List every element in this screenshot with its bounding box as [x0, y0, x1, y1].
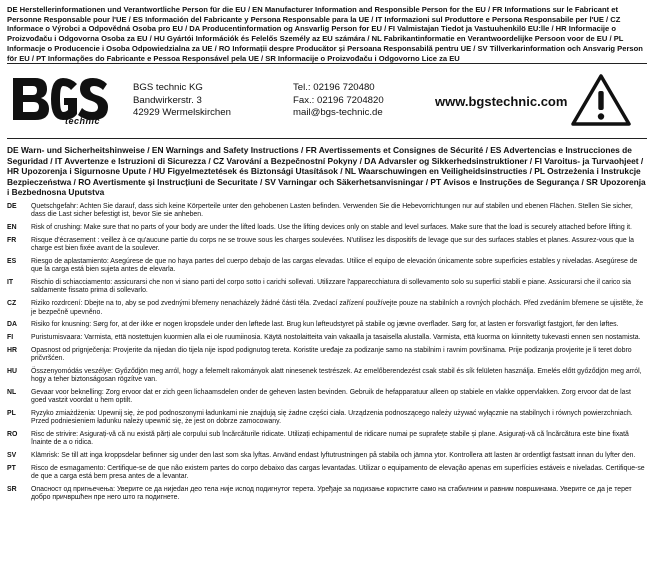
warning-text: Quetschgefahr: Achten Sie darauf, dass sich keine Körperteile unter den gehobenen Lasten befinden. Verwenden Sie die Hebevorrichtungen nur auf stabilen und ebenen Flächen. Stellen Sie sicher, dass die Last sicher befestigt ist, bevor Sie sie anheben.: [31, 202, 633, 219]
warning-text: Опасност од пригњечења: Уверите се да нијedан део тела није испод подигнутог терета. Уређаје за подизање користите само на стабилним и равним површинама. Уверите се да је терет добро причвршћен пре него што га подигнете.: [31, 485, 632, 502]
manufacturer-info-header: DE Herstellerinformationen und Verantwortliche Person für die EU / EN Manufacturer Information and Responsible Person for the EU / FR Informations sur le Fabricant et Personne Responsable pour l'UE / ES Información del Fabricante y Persona Responsable para la UE / IT Informazioni sul Produttore e Persona Responsabile per l'UE / CZ Informace o Výrobci a Odpovědná Osoba pro EU / DA Producentinformation og Ansvarlig Person for EU / FI Valmistajan Tiedot ja Vastuuhenkilö EU:lle / HR Informacije o Proizvođaču i Odgovorna Osoba za EU / HU Gyártói Információk és Felelős Személy az EU számára / NL Fabrikantinformatie en Verantwoordelijke Persoon voor de EU / PL Informacje o Producencie i Osoba Odpowiedzialna za UE / RO Informații despre Producător și Persoana Responsabilă pentru UE / SV Tillverkarinformation och Ansvarig Person för EU / PT Informações do Fabricante e Pessoa Responsável pela UE / SR Informacije o Proizvođaču i Odgovorno Lice za EU: [7, 5, 643, 63]
language-code: IT: [7, 279, 14, 286]
warning-row: [7, 334, 647, 342]
phone-block: [293, 82, 413, 120]
warning-row: [7, 431, 647, 448]
divider-middle: [7, 138, 647, 139]
company-city: 42929 Wermelskirchen: [133, 107, 231, 119]
warning-triangle-icon: [569, 72, 633, 133]
warning-list: [7, 203, 647, 503]
warning-row: [7, 389, 647, 406]
language-code: DE: [7, 202, 17, 210]
company-name: BGS technic KG: [133, 82, 203, 94]
safety-section-title: DE Warn- und Sicherheitshinweise / EN Warnings and Safety Instructions / FR Avertissements et Consignes de Sécurité / ES Advertencias e Instrucciones de Seguridad / IT Avvertenze e Istruzioni di Sicurezza / CZ Varování a Bezpečnostní Pokyny / DA Advarsler og Sikkerhedsinstruktioner / FI Varoitus- ja Turvaohjeet / HR Upozorenja i Sigurnosne Upute / HU Figyelmeztetések és Biztonsági Utasítások / NL Waarschuwingen en Veiligheidsinstructies / PL Ostrzeżenia i Instrukcje Bezpieczeństwa / RO Avertismente și Instrucțiuni de Securitate / SV Varningar och Säkerhetsanvisningar / PT Avisos e Instruções de Segurança / SR Upozorenja i Bezbednosna Uputstva: [7, 145, 646, 198]
company-website: www.bgstechnic.com: [435, 93, 568, 109]
warning-row: [7, 203, 647, 220]
bgs-logo: [11, 72, 111, 130]
language-code: DA: [7, 321, 17, 329]
warning-row: [7, 258, 647, 275]
language-code: FR: [7, 236, 17, 244]
language-code: PT: [7, 464, 16, 472]
warning-text: Gevaar voor beknelling: Zorg ervoor dat er zich geen lichaamsdelen onder de geheven lasten bevinden. Gebruik de hefapparatuur alleen op stabiele en vlakke oppervlakken. Zorg ervoor dat de last goed vastzit voordat u hem optilt.: [31, 388, 631, 405]
language-code: SV: [7, 452, 17, 460]
warning-text: Riziko rozdrcení: Dbejte na to, aby se pod zvednými břemeny nenacházely žádné části těla. Zvedací zařízení používejte pouze na stabilních a rovných plochách. Před zvedáním břemene se ujistěte, že je bezpečně upevněno.: [31, 300, 644, 316]
warning-row: [7, 237, 647, 254]
warning-row: [7, 410, 647, 427]
warning-text: Risque d'écrasement : veillez à ce qu'aucune partie du corps ne se trouve sous les charges soulevées. N'utilisez les dispositifs de levage que sur des surfaces stables et planes. Assurez-vous que la charge est bien fixée avant de la soulever.: [31, 236, 634, 253]
warning-text: Ryzyko zmiażdżenia: Upewnij się, że pod podnoszonymi ładunkami nie znajdują się żadne części ciała. Urządzenia podnoszącego należy używać wyłącznie na stabilnych i równych powierzchniach. Przed podniesieniem ładunku należy upewnić się, że jest on dobrze zamocowany.: [31, 409, 633, 426]
warning-row: [7, 321, 647, 329]
warning-row: [7, 465, 647, 482]
warning-text: Risiko for knusning: Sørg for, at der ikke er nogen kropsdele under den løftede last. Brug kun løfteudstyret på stabile og jævne overflader. Sørg for, at lasten er forsvarligt fastgjort, før den løftes.: [31, 321, 619, 329]
warning-text: Opasnost od prignječenja: Provjerite da nijedan dio tijela nije ispod podignutog tereta. Koristite uređaje za podizanje samo na stabilnim i ravnim površinama. Prije podizanja provjerite je li teret dobro pričvršćen.: [31, 346, 632, 363]
company-fax: Fax.: 02196 7204820: [293, 94, 384, 106]
warning-text: Klämrisk: Se till att inga kroppsdelar befinner sig under den last som ska lyftas. Använd endast lyftutrustningen på stabila och jämna ytor. Kontrollera att lasten är ordentligt fastsatt innan du lyfter den.: [31, 452, 636, 460]
company-mail: mail@bgs-technic.de: [293, 107, 383, 119]
warning-row: [7, 368, 647, 385]
language-code: PL: [7, 409, 16, 417]
warning-row: [7, 224, 647, 232]
warning-text: Összenyomódás veszélye: Győződjön meg arról, hogy a felemelt rakományok alatt ninesenek testrészek. Az emelőberendezést csak stabil és sík felületen használja. Emelés előtt győződjön meg arról, hogy a teher biztonságosan rögzítve van.: [31, 367, 642, 384]
warning-text: Risk of crushing: Make sure that no parts of your body are under the lifted loads. Use the lifting devices only on stable and level surfaces. Make sure that the load is securely attached before lifting it.: [31, 224, 632, 232]
warning-row: [7, 300, 647, 317]
company-tel: Tel.: 02196 720480: [293, 82, 375, 94]
warning-text: Risc de strivire: Asigurați-vă că nu există părți ale corpului sub încărcăturile ridicate. Utilizați echipamentul de ridicare numai pe suprafețe stabile și plane. Asigurați-vă că încărcătura este bine fixată înainte de a o ridica.: [31, 431, 629, 447]
warning-text: Risco de esmagamento: Certifique-se de que não existem partes do corpo debaixo das cargas levantadas. Utilizar o equipamento de elevação apenas em superfícies estáveis e niveladas. Certifique-se de que a carga está bem presa antes de a levantar.: [31, 464, 645, 481]
warning-text: Riesgo de aplastamiento: Asegúrese de que no haya partes del cuerpo debajo de las cargas elevadas. Utilice el equipo de elevación únicamente sobre superficies estables y niveladas. Asegúrese de que la carga está bien sujeta antes de elevarla.: [31, 257, 638, 274]
logo-technic-text: technic: [65, 116, 101, 126]
language-code: HU: [7, 367, 17, 375]
language-code: SR: [7, 485, 17, 493]
language-code: RO: [7, 431, 18, 439]
language-code: CZ: [7, 300, 17, 308]
warning-row: [7, 279, 647, 296]
language-code: FI: [7, 333, 14, 341]
warning-row: [7, 452, 647, 460]
warning-text: Rischio di schiacciamento: assicurarsi che non vi siano parti del corpo sotto i carichi sollevati. Utilizzare l'apparecchiatura di sollevamento solo su superfici stabili e piane. Assicurarsi che il carico sia saldamente fissato prima di sollevarlo.: [31, 279, 631, 295]
warning-row: [7, 347, 647, 364]
warning-text: Puristumisvaara: Varmista, että nostettujen kuormien alla ei ole ruumiinosia. Käytä nostolaitteita vain vakaalla ja tasaisella alustalla. Varmista, että kuorma on kiinnitetty tukevasti ennen sen nostamista.: [31, 333, 641, 341]
language-code: EN: [7, 224, 17, 232]
warning-row: [7, 486, 647, 503]
language-code: NL: [7, 388, 17, 396]
address-block: [133, 82, 283, 120]
language-code: ES: [7, 257, 17, 265]
company-street: Bandwirkerstr. 3: [133, 94, 202, 106]
contact-block: [7, 64, 647, 138]
language-code: HR: [7, 346, 17, 354]
